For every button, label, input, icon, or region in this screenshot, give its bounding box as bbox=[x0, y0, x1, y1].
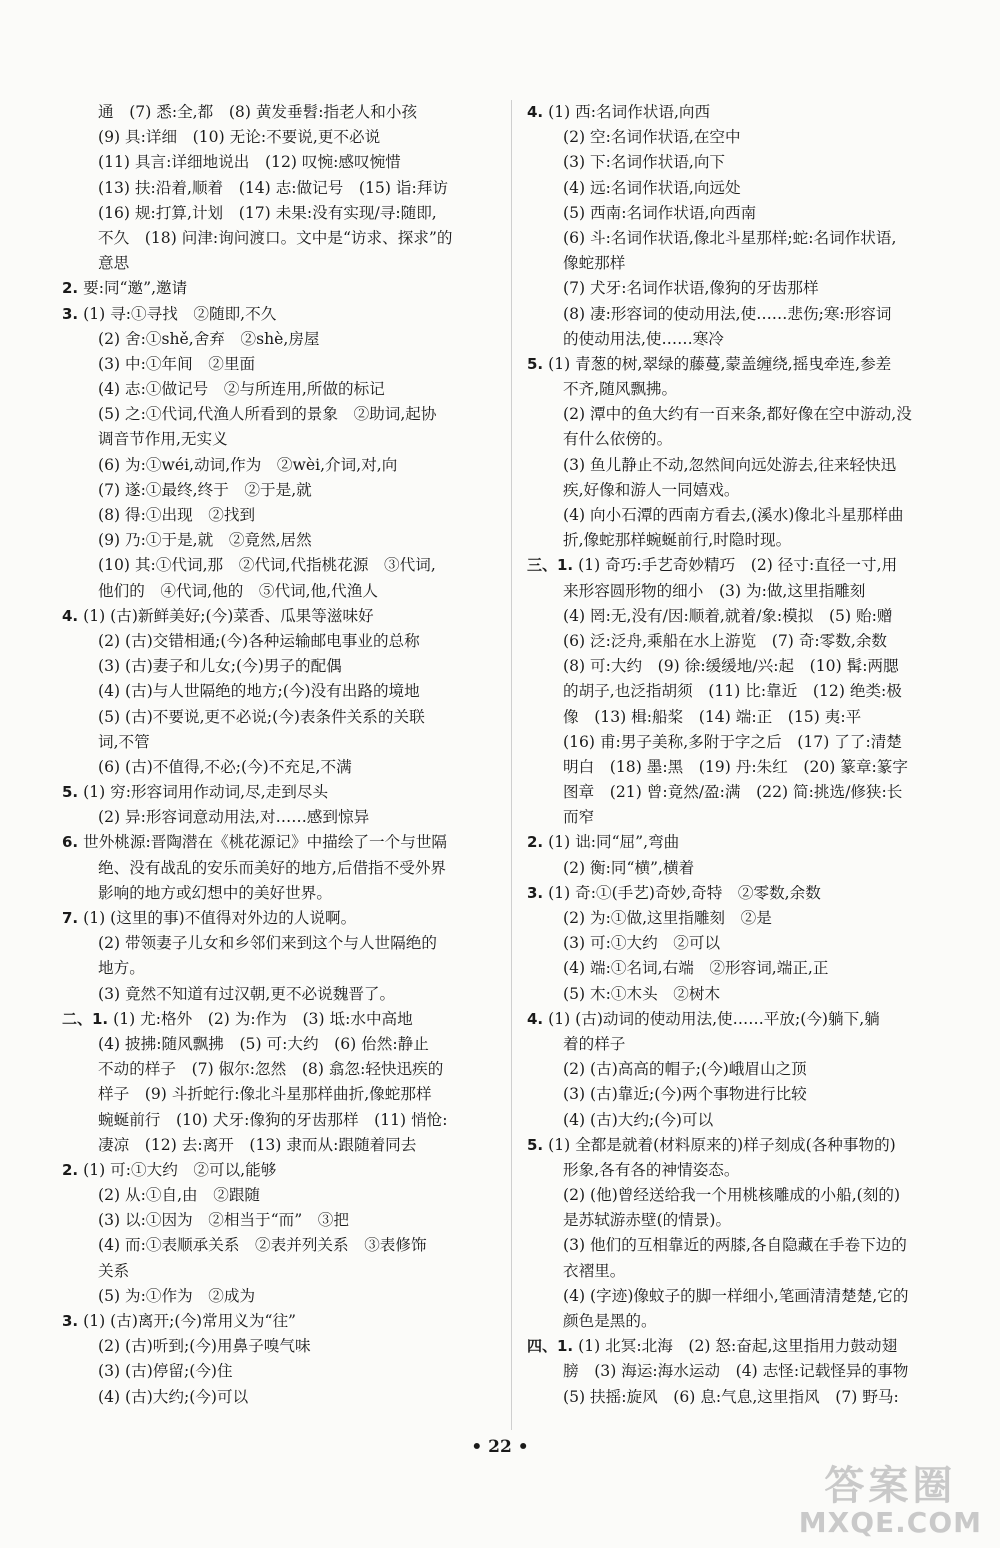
answer-line bbox=[527, 302, 959, 327]
answer-line bbox=[527, 503, 959, 528]
answer-text: 有什么依傍的。 bbox=[563, 430, 673, 449]
answer-line bbox=[527, 1284, 959, 1309]
answer-line bbox=[527, 150, 959, 175]
page-number: • 22 • bbox=[471, 1437, 529, 1457]
answer-text: (7) 犬牙:名词作状语,像狗的牙齿那样 bbox=[563, 279, 819, 298]
answer-line bbox=[527, 125, 959, 150]
answer-text: 不齐,随风飘拂。 bbox=[563, 380, 678, 399]
question-number: 2. bbox=[62, 279, 79, 298]
answer-line bbox=[527, 478, 959, 503]
answer-line bbox=[527, 679, 959, 704]
answer-text: (3) (古)靠近;(今)两个事物进行比较 bbox=[563, 1085, 807, 1104]
answer-line bbox=[527, 1359, 959, 1384]
answer-line bbox=[62, 1233, 494, 1258]
answer-line bbox=[527, 881, 959, 906]
left-column bbox=[62, 100, 494, 1410]
watermark-logo bbox=[799, 1464, 982, 1538]
answer-text: 的胡子,也泛指胡须 (11) 比:靠近 (12) 绝类:极 bbox=[563, 682, 902, 701]
answer-text: 词,不管 bbox=[98, 732, 150, 751]
answer-text: (5) 西南:名词作状语,向西南 bbox=[563, 203, 757, 222]
answer-text: (5) (古)不要说,更不必说;(今)表条件关系的关联 bbox=[98, 707, 425, 726]
answer-text: 关系 bbox=[98, 1261, 130, 1280]
question-number: 四、1. bbox=[527, 1337, 574, 1356]
answer-line bbox=[527, 201, 959, 226]
answer-text: (3) 他们的互相靠近的两膝,各自隐藏在手卷下边的 bbox=[563, 1236, 907, 1255]
answer-line bbox=[527, 1334, 959, 1359]
answer-line bbox=[62, 1385, 494, 1410]
answer-text: (2) (他)曾经送给我一个用桃核雕成的小船,(刻的) bbox=[563, 1186, 901, 1205]
answer-text: (1) (这里的事)不值得对外边的人说啊。 bbox=[83, 909, 357, 927]
answer-line bbox=[62, 528, 494, 553]
answer-line bbox=[62, 1259, 494, 1284]
answer-line bbox=[62, 125, 494, 150]
answer-line bbox=[527, 629, 959, 654]
answer-line bbox=[527, 276, 959, 301]
answer-text: (3) 鱼儿静止不动,忽然间向远处游去,往来轻快迅 bbox=[563, 455, 897, 474]
answer-line bbox=[62, 1334, 494, 1359]
answer-text: (5) 木:①木头 ②树木 bbox=[563, 984, 721, 1003]
answer-text: (1) 可:①大约 ②可以,能够 bbox=[83, 1160, 277, 1179]
answer-line bbox=[527, 427, 959, 452]
answer-line bbox=[62, 226, 494, 251]
answer-text: (6) (古)不值得,不必;(今)不充足,不满 bbox=[98, 757, 352, 776]
answer-line bbox=[527, 100, 959, 125]
question-number: 4. bbox=[527, 103, 544, 121]
answer-text: (8) 可:大约 (9) 徐:缓缓地/兴:起 (10) 髯:两腮 bbox=[563, 657, 899, 676]
answer-line bbox=[62, 1309, 494, 1334]
answer-line bbox=[62, 982, 494, 1007]
answer-text: (16) 规:打算,计划 (17) 未果:没有实现/寻:随即, bbox=[98, 203, 437, 222]
answer-line bbox=[527, 1183, 959, 1208]
answer-line bbox=[527, 176, 959, 201]
answer-text: 世外桃源:晋陶潜在《桃花源记》中描绘了一个与世隔 bbox=[83, 833, 448, 852]
answer-text: (1) (古)新鲜美好;(今)菜香、瓜果等滋味好 bbox=[83, 606, 374, 625]
answer-line bbox=[527, 705, 959, 730]
answer-line bbox=[527, 654, 959, 679]
answer-text: (4) 志:①做记号 ②与所连用,所做的标记 bbox=[98, 380, 385, 399]
answer-line bbox=[527, 830, 959, 855]
answer-line bbox=[527, 1108, 959, 1133]
answer-text: (4) 而:①表顺承关系 ②表并列关系 ③表修饰 bbox=[98, 1236, 427, 1255]
answer-text: (4) (字迹)像蚊子的脚一样细小,笔画清清楚楚,它的 bbox=[563, 1286, 909, 1305]
answer-text: (2) (古)交错相通;(今)各种运输邮电事业的总称 bbox=[98, 631, 420, 650]
question-number: 2. bbox=[62, 1160, 79, 1179]
answer-text: (5) 扶摇:旋风 (6) 息:气息,这里指风 (7) 野马: bbox=[563, 1387, 899, 1406]
answer-text: 绝、没有战乱的安乐而美好的地方,后借指不受外界 bbox=[98, 858, 447, 877]
answer-text: (4) (古)大约;(今)可以 bbox=[98, 1387, 249, 1406]
answer-text: (4) 罔:无,没有/因:顺着,就着/象:模拟 (5) 贻:赠 bbox=[563, 606, 893, 625]
answer-line bbox=[527, 1133, 959, 1158]
answer-text: 衣褶里。 bbox=[563, 1261, 626, 1280]
answer-line bbox=[527, 327, 959, 352]
answer-line bbox=[62, 1032, 494, 1057]
answer-text: (10) 其:①代词,那 ②代词,代指桃花源 ③代词, bbox=[98, 556, 436, 575]
answer-line bbox=[62, 1007, 494, 1032]
watermark-main-text: 答案圈 bbox=[824, 1463, 957, 1509]
answer-text: (4) 端:①名词,右端 ②形容词,端正,正 bbox=[563, 959, 829, 978]
answer-line bbox=[62, 201, 494, 226]
answer-line bbox=[62, 1183, 494, 1208]
question-number: 5. bbox=[527, 354, 544, 373]
question-number: 3. bbox=[62, 304, 79, 323]
answer-line bbox=[62, 503, 494, 528]
answer-line bbox=[527, 1259, 959, 1284]
question-number: 5. bbox=[527, 1135, 544, 1154]
answer-text: 着的样子 bbox=[563, 1034, 626, 1053]
answer-line bbox=[62, 1082, 494, 1107]
answer-text: 通 (7) 悉:全,都 (8) 黄发垂髫:指老人和小孩 bbox=[98, 103, 418, 121]
answer-line bbox=[62, 327, 494, 352]
answer-text: 而窄 bbox=[563, 808, 595, 827]
answer-line bbox=[62, 705, 494, 730]
answer-text: (9) 乃:①于是,就 ②竟然,居然 bbox=[98, 531, 312, 550]
answer-text: (1) (古)动词的使动用法,使……平放;(今)躺下,躺 bbox=[548, 1009, 880, 1028]
answer-line bbox=[62, 1208, 494, 1233]
answer-line bbox=[62, 906, 494, 931]
answer-text: (1) 青葱的树,翠绿的藤蔓,蒙盖缠绕,摇曳牵连,参差 bbox=[548, 354, 892, 373]
answer-line bbox=[527, 906, 959, 931]
answer-text: 他们的 ④代词,他的 ⑤代词,他,代渔人 bbox=[98, 581, 378, 600]
answer-line bbox=[527, 780, 959, 805]
answer-line bbox=[62, 478, 494, 503]
answer-text: (2) 空:名词作状语,在空中 bbox=[563, 128, 741, 147]
answer-line bbox=[527, 1385, 959, 1410]
answer-text: (1) 北冥:北海 (2) 怒:奋起,这里指用力鼓动翅 bbox=[578, 1337, 898, 1356]
answer-text: (4) 远:名词作状语,向远处 bbox=[563, 178, 741, 197]
question-number: 3. bbox=[62, 1312, 79, 1330]
answer-line bbox=[527, 1158, 959, 1183]
question-number: 二、1. bbox=[62, 1009, 109, 1028]
question-number: 三、1. bbox=[527, 556, 574, 575]
answer-text: 蜿蜒前行 (10) 犬牙:像狗的牙齿那样 (11) 悄怆: bbox=[98, 1110, 448, 1129]
answer-line bbox=[62, 377, 494, 402]
answer-line bbox=[62, 931, 494, 956]
answer-text: (1) 穷:形容词用作动词,尽,走到尽头 bbox=[83, 783, 329, 802]
answer-line bbox=[527, 604, 959, 629]
answer-text: (1) 诎:同“屈”,弯曲 bbox=[548, 833, 680, 852]
watermark-sub-text: MXQE.COM bbox=[798, 1506, 982, 1539]
answer-line bbox=[62, 100, 494, 125]
answer-line bbox=[62, 1108, 494, 1133]
answer-text: 颜色是黑的。 bbox=[563, 1312, 657, 1330]
answer-text: (2) 从:①自,由 ②跟随 bbox=[98, 1186, 261, 1205]
answer-text: 膀 (3) 海运:海水运动 (4) 志怪:记载怪异的事物 bbox=[563, 1362, 909, 1381]
answer-line bbox=[527, 377, 959, 402]
answer-line bbox=[62, 679, 494, 704]
answer-text: 意思 bbox=[98, 254, 130, 273]
answer-line bbox=[527, 553, 959, 578]
answer-line bbox=[62, 604, 494, 629]
answer-line bbox=[62, 302, 494, 327]
answer-text: (3) 竟然不知道有过汉朝,更不必说魏晋了。 bbox=[98, 984, 396, 1003]
answer-line bbox=[62, 730, 494, 755]
answer-text: 图章 (21) 曾:竟然/盈:满 (22) 简:挑选/修狭:长 bbox=[563, 783, 903, 802]
answer-text: (6) 为:①wéi,动词,作为 ②wèi,介词,对,向 bbox=[98, 455, 398, 474]
answer-line bbox=[62, 453, 494, 478]
answer-text: (4) (古)大约;(今)可以 bbox=[563, 1110, 714, 1129]
answer-line bbox=[62, 629, 494, 654]
answer-text: (5) 之:①代词,代渔人所看到的景象 ②助词,起协 bbox=[98, 405, 437, 424]
answer-text: 影响的地方或幻想中的美好世界。 bbox=[98, 883, 332, 902]
answer-line bbox=[527, 226, 959, 251]
answer-line bbox=[62, 1057, 494, 1082]
answer-line bbox=[527, 453, 959, 478]
answer-text: 明白 (18) 墨:黑 (19) 丹:朱红 (20) 篆章:篆字 bbox=[563, 757, 908, 776]
answer-text: 折,像蛇那样蜿蜒前行,时隐时现。 bbox=[563, 531, 792, 550]
answer-line bbox=[62, 805, 494, 830]
answer-line bbox=[62, 176, 494, 201]
answer-text: (2) 衡:同“横”,横着 bbox=[563, 858, 695, 877]
answer-text: (1) 全都是就着(材料原来的)样子刻成(各种事物的) bbox=[548, 1135, 896, 1154]
answer-line bbox=[62, 956, 494, 981]
answer-text: (2) (古)听到;(今)用鼻子嗅气味 bbox=[98, 1337, 311, 1356]
answer-line bbox=[62, 830, 494, 855]
answer-text: 地方。 bbox=[98, 959, 145, 978]
answer-line bbox=[62, 881, 494, 906]
answer-text: (3) 下:名词作状语,向下 bbox=[563, 153, 726, 172]
answer-text: 样子 (9) 斗折蛇行:像北斗星那样曲折,像蛇那样 bbox=[98, 1085, 432, 1104]
column-divider bbox=[511, 100, 512, 1430]
question-number: 2. bbox=[527, 833, 544, 852]
answer-text: (4) (古)与人世隔绝的地方;(今)没有出路的境地 bbox=[98, 682, 420, 701]
answer-line bbox=[62, 780, 494, 805]
question-number: 6. bbox=[62, 833, 79, 852]
answer-line bbox=[527, 1007, 959, 1032]
answer-line bbox=[62, 856, 494, 881]
right-column bbox=[527, 100, 959, 1410]
answer-text: (13) 扶:沿着,顺着 (14) 志:做记号 (15) 诣:拜访 bbox=[98, 178, 448, 197]
answer-line bbox=[527, 931, 959, 956]
question-number: 5. bbox=[62, 783, 79, 802]
answer-text: 凄凉 (12) 去:离开 (13) 隶而从:跟随着同去 bbox=[98, 1135, 417, 1154]
answer-text: (7) 遂:①最终,终于 ②于是,就 bbox=[98, 480, 312, 499]
answer-line bbox=[527, 402, 959, 427]
answer-text: (2) 为:①做,这里指雕刻 ②是 bbox=[563, 909, 772, 927]
answer-text: (8) 得:①出现 ②找到 bbox=[98, 506, 256, 524]
answer-text: 要:同“邀”,邀请 bbox=[83, 279, 188, 298]
answer-text: 不动的样子 (7) 俶尔:忽然 (8) 翕忽:轻快迅疾的 bbox=[98, 1060, 444, 1079]
answer-text: (2) 潭中的鱼大约有一百来条,都好像在空中游动,没 bbox=[563, 405, 912, 424]
answer-text: (2) 带领妻子儿女和乡邻们来到这个与人世隔绝的 bbox=[98, 934, 437, 953]
answer-text: (3) 中:①年间 ②里面 bbox=[98, 354, 256, 373]
answer-line bbox=[62, 352, 494, 377]
answer-text: 不久 (18) 问津:询问渡口。文中是“访求、探求”的 bbox=[98, 228, 453, 247]
answer-text: 像 (13) 楫:船桨 (14) 端:正 (15) 夷:平 bbox=[563, 707, 862, 726]
answer-line bbox=[62, 1284, 494, 1309]
question-number: 7. bbox=[62, 909, 79, 927]
answer-line bbox=[62, 276, 494, 301]
answer-line bbox=[527, 1208, 959, 1233]
answer-text: (16) 甫:男子美称,多附于字之后 (17) 了了:清楚 bbox=[563, 732, 902, 751]
answer-text: (9) 具:详细 (10) 无论:不要说,更不必说 bbox=[98, 128, 381, 147]
answer-text: 疾,好像和游人一同嬉戏。 bbox=[563, 480, 740, 499]
answer-text: 是苏轼游赤壁(的情景)。 bbox=[563, 1211, 732, 1230]
answer-line bbox=[62, 553, 494, 578]
answer-line bbox=[62, 1359, 494, 1384]
answer-text: (1) (古)离开;(今)常用义为“往” bbox=[83, 1312, 297, 1330]
answer-line bbox=[62, 654, 494, 679]
answer-line bbox=[527, 579, 959, 604]
answer-text: (6) 斗:名词作状语,像北斗星那样;蛇:名词作状语, bbox=[563, 228, 897, 247]
answer-line bbox=[527, 1233, 959, 1258]
answer-text: (1) 寻:①寻找 ②随即,不久 bbox=[83, 304, 277, 323]
answer-line bbox=[62, 755, 494, 780]
answer-text: 像蛇那样 bbox=[563, 254, 626, 273]
answer-line bbox=[527, 730, 959, 755]
answer-text: (1) 西:名词作状语,向西 bbox=[548, 103, 711, 121]
answer-line bbox=[527, 1309, 959, 1334]
answer-text: (1) 尤:格外 (2) 为:作为 (3) 坻:水中高地 bbox=[113, 1009, 413, 1028]
answer-text: (6) 泛:泛舟,乘船在水上游览 (7) 奇:零数,余数 bbox=[563, 631, 888, 650]
answer-line bbox=[62, 150, 494, 175]
answer-line bbox=[527, 528, 959, 553]
answer-text: (3) 可:①大约 ②可以 bbox=[563, 934, 721, 953]
answer-text: (2) 舍:①shě,舍弃 ②shè,房屋 bbox=[98, 329, 320, 348]
answer-line bbox=[527, 1057, 959, 1082]
question-number: 4. bbox=[62, 606, 79, 625]
answer-line bbox=[62, 427, 494, 452]
answer-text: (11) 具言:详细地说出 (12) 叹惋:感叹惋惜 bbox=[98, 153, 401, 172]
answer-line bbox=[527, 982, 959, 1007]
answer-text: (3) (古)停留;(今)住 bbox=[98, 1362, 233, 1381]
answer-line bbox=[527, 805, 959, 830]
answer-line bbox=[62, 579, 494, 604]
answer-line bbox=[527, 352, 959, 377]
answer-line bbox=[527, 856, 959, 881]
answer-text: (2) (古)高高的帽子;(今)峨眉山之顶 bbox=[563, 1060, 807, 1079]
answer-line bbox=[62, 402, 494, 427]
answer-text: (4) 向小石潭的西南方看去,(溪水)像北斗星那样曲 bbox=[563, 506, 904, 524]
answer-text: 调音节作用,无实义 bbox=[98, 430, 228, 449]
answer-line bbox=[62, 1158, 494, 1183]
answer-text: (1) 奇巧:手艺奇妙精巧 (2) 径寸:直径一寸,用 bbox=[578, 556, 898, 575]
answer-text: 来形容圆形物的细小 (3) 为:做,这里指雕刻 bbox=[563, 581, 866, 600]
answer-line bbox=[527, 1032, 959, 1057]
question-number: 4. bbox=[527, 1009, 544, 1028]
answer-text: (8) 凄:形容词的使动用法,使……悲伤;寒:形容词 bbox=[563, 304, 892, 323]
answer-line bbox=[527, 956, 959, 981]
answer-line bbox=[62, 251, 494, 276]
answer-text: (3) (古)妻子和儿女;(今)男子的配偶 bbox=[98, 657, 342, 676]
answer-text: 的使动用法,使……寒冷 bbox=[563, 329, 724, 348]
question-number: 3. bbox=[527, 883, 544, 902]
answer-text: (4) 披拂:随风飘拂 (5) 可:大约 (6) 佁然:静止 bbox=[98, 1034, 429, 1053]
answer-text: (5) 为:①作为 ②成为 bbox=[98, 1286, 256, 1305]
answer-text: (2) 异:形容词意动用法,对……感到惊异 bbox=[98, 808, 370, 827]
answer-line bbox=[527, 251, 959, 276]
answer-text: (1) 奇:①(手艺)奇妙,奇特 ②零数,余数 bbox=[548, 883, 821, 902]
answer-text: (3) 以:①因为 ②相当于“而” ③把 bbox=[98, 1211, 349, 1230]
answer-line bbox=[527, 755, 959, 780]
answer-text: 形象,各有各的神情姿态。 bbox=[563, 1160, 740, 1179]
answer-line bbox=[62, 1133, 494, 1158]
answer-line bbox=[527, 1082, 959, 1107]
